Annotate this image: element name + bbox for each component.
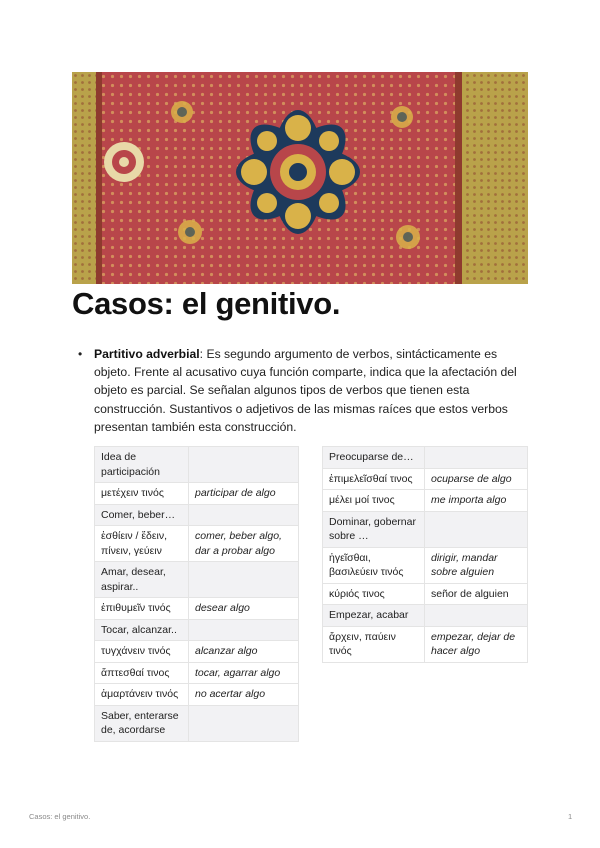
table-cell: κύριός τινος	[323, 583, 425, 605]
table-row	[323, 468, 528, 490]
table-row	[95, 598, 299, 620]
table-cell	[189, 705, 299, 741]
verbs-table-right	[322, 446, 528, 663]
table-row	[95, 705, 299, 741]
table-cell: Tocar, alcanzar..	[95, 619, 189, 641]
table-cell	[189, 562, 299, 598]
table-row	[323, 511, 528, 547]
table-cell: ocuparse de algo	[425, 468, 528, 490]
table-row	[323, 626, 528, 662]
table-cell: μέλει μοί τινος	[323, 490, 425, 512]
table-cell	[189, 504, 299, 526]
table-cell: Amar, desear, aspirar..	[95, 562, 189, 598]
table-row	[323, 490, 528, 512]
table-cell	[189, 447, 299, 483]
bullet-icon: •	[78, 347, 83, 361]
table-cell: ἁμαρτάνειν τινός	[95, 684, 189, 706]
table-row	[95, 641, 299, 663]
table-cell: Preocuparse de…	[323, 447, 425, 469]
table-cell: Dominar, gobernar sobre …	[323, 511, 425, 547]
table-cell: empezar, dejar de hacer algo	[425, 626, 528, 662]
table-cell: Idea de participación	[95, 447, 189, 483]
table-row	[95, 662, 299, 684]
table-row	[95, 684, 299, 706]
table-row	[323, 605, 528, 627]
table-cell	[425, 511, 528, 547]
page-title: Casos: el genitivo.	[72, 286, 341, 321]
footer-title: Casos: el genitivo.	[29, 812, 91, 821]
table-cell	[189, 619, 299, 641]
table-cell: Saber, enterarse de, acordarse	[95, 705, 189, 741]
table-cell: dirigir, mandar sobre alguien	[425, 547, 528, 583]
intro-term: Partitivo adverbial	[94, 347, 200, 361]
table-cell: τυγχάνειν τινός	[95, 641, 189, 663]
table-cell	[425, 447, 528, 469]
verbs-table-left	[94, 446, 299, 742]
intro-list-item	[78, 345, 528, 436]
banner-image	[72, 72, 528, 284]
table-cell: desear algo	[189, 598, 299, 620]
table-cell: comer, beber algo, dar a probar algo	[189, 526, 299, 562]
table-row	[323, 583, 528, 605]
table-cell: Empezar, acabar	[323, 605, 425, 627]
table-cell	[425, 605, 528, 627]
table-cell: tocar, agarrar algo	[189, 662, 299, 684]
table-cell: participar de algo	[189, 483, 299, 505]
table-cell: me importa algo	[425, 490, 528, 512]
table-cell: ἐπιμελεῖσθαί τινος	[323, 468, 425, 490]
table-cell: ἅπτεσθαί τινος	[95, 662, 189, 684]
table-cell: ἐσθίειν / ἔδειν, πίνειν, γεύειν	[95, 526, 189, 562]
table-cell: señor de alguien	[425, 583, 528, 605]
table-row	[323, 447, 528, 469]
table-cell: no acertar algo	[189, 684, 299, 706]
table-row	[95, 526, 299, 562]
page-number: 1	[568, 812, 573, 821]
table-cell: μετέχειν τινός	[95, 483, 189, 505]
intro-text: : Es segundo argumento de verbos, sintácticamente es objeto. Frente al acusativo cuya función comparte, indica que la afectación del objeto es parcial. Se señalan algunos tipos de verbos que tienen esta construcción. Sustantivos o adjetivos de las mismas raíces que estos verbos presentan también esta construcción.	[94, 347, 517, 434]
table-row	[95, 562, 299, 598]
table-cell: ἡγεῖσθαι, βασιλεύειν τινός	[323, 547, 425, 583]
table-cell: Comer, beber…	[95, 504, 189, 526]
table-cell: alcanzar algo	[189, 641, 299, 663]
table-row	[323, 547, 528, 583]
table-cell: ἐπιθυμεῖν τινός	[95, 598, 189, 620]
table-row	[95, 447, 299, 483]
table-row	[95, 619, 299, 641]
table-row	[95, 504, 299, 526]
table-cell: ἄρχειν, παύειν τινός	[323, 626, 425, 662]
table-row	[95, 483, 299, 505]
